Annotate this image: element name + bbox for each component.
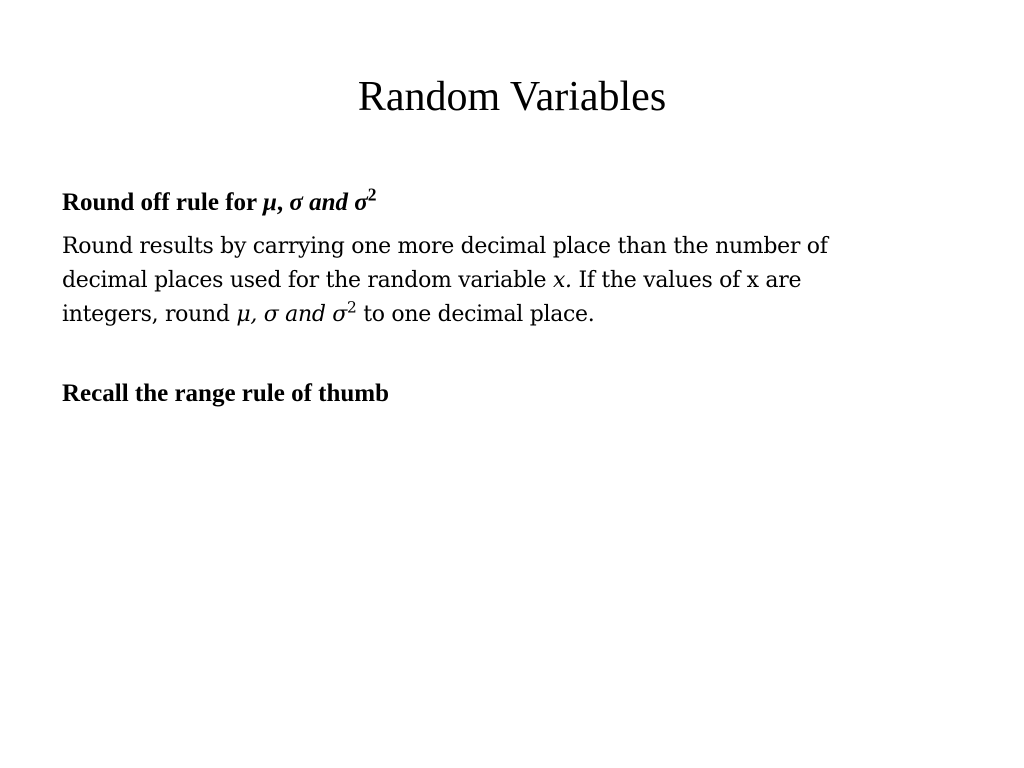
range-rule-heading: Recall the range rule of thumb <box>62 380 390 407</box>
inline-superscript: 2 <box>347 298 357 317</box>
inline-math: μ, σ and σ <box>236 302 348 327</box>
heading-separator: , <box>276 189 290 216</box>
paragraph-line-3-tail: to one decimal place. <box>356 302 595 327</box>
sigma-expression: σ and σ <box>289 189 368 216</box>
slide-title: Random Variables <box>357 74 667 120</box>
heading-superscript: 2 <box>367 184 377 205</box>
round-off-paragraph <box>62 230 962 332</box>
paragraph-line-3: integers, round <box>62 302 237 327</box>
variable-x: x. <box>552 268 572 293</box>
paragraph-line-2: decimal places used for the random variable <box>62 268 553 293</box>
paragraph-line-2-tail: If the values of x are <box>571 268 802 293</box>
round-off-heading-text: Round off rule for <box>62 189 263 216</box>
mu-symbol: μ <box>262 189 277 216</box>
paragraph-line-1: Round results by carrying one more decimal place than the number of <box>62 234 828 259</box>
slide-body <box>62 186 962 411</box>
round-off-heading <box>62 186 962 220</box>
